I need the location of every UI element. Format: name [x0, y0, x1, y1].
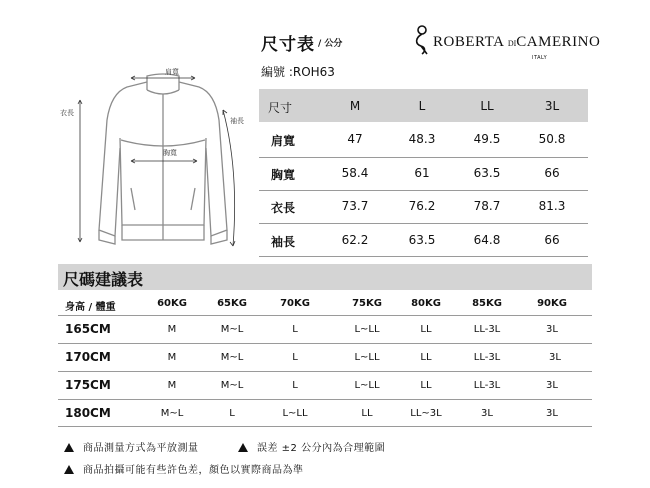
row-divider: [259, 223, 588, 224]
unit-label: / 公分: [318, 39, 343, 49]
size-cell: 3L: [546, 380, 558, 391]
brand-name: [433, 34, 600, 51]
size-cell: L: [292, 380, 298, 391]
row-divider: [58, 426, 592, 427]
size-cell: LL: [420, 352, 432, 363]
measurement-value: 78.7: [473, 199, 501, 213]
size-cell: M: [167, 324, 177, 335]
brand-logo-icon: [412, 24, 432, 56]
triangle-bullet-icon: [64, 443, 74, 452]
size-cell: L~LL: [354, 352, 380, 363]
measurement-col-m: M: [349, 99, 361, 113]
size-cell: 3L: [549, 352, 561, 363]
measurement-row-label: 肩寬: [271, 134, 296, 148]
model-number: 編號 :ROH63: [261, 65, 335, 79]
note-text: 誤差 ±2 公分內為合理範圍: [257, 443, 386, 454]
size-cell: 3L: [546, 324, 558, 335]
size-cell: LL-3L: [473, 352, 501, 363]
size-cell: L~LL: [354, 324, 380, 335]
size-cell: M: [167, 380, 177, 391]
note-measurement-method: [64, 439, 199, 454]
height-row-label: 180CM: [65, 406, 111, 420]
row-divider: [259, 256, 588, 257]
measurement-value: 58.4: [341, 166, 369, 180]
size-cell: M~L: [220, 352, 244, 363]
measurement-row-label: 衣長: [271, 201, 296, 215]
size-cell: LL-3L: [473, 324, 501, 335]
measurement-value: 66: [544, 166, 560, 180]
size-chart-title: 尺寸表: [261, 35, 315, 55]
row-divider: [259, 190, 588, 191]
size-cell: LL-3L: [473, 380, 501, 391]
size-advice-title: 尺碼建議表: [63, 270, 144, 289]
measurement-value: 81.3: [538, 199, 566, 213]
row-divider: [58, 371, 592, 372]
size-cell: LL: [420, 324, 432, 335]
triangle-bullet-icon: [238, 443, 248, 452]
measurement-col-3l: 3L: [544, 99, 560, 113]
weight-header: 70KG: [280, 298, 310, 309]
height-row-label: 170CM: [65, 350, 111, 364]
row-divider: [58, 343, 592, 344]
size-cell: L: [292, 324, 298, 335]
weight-header: 60KG: [157, 298, 187, 309]
size-cell: LL: [420, 380, 432, 391]
measurement-col-size: 尺寸: [268, 101, 293, 115]
note-text: 商品拍攝可能有些許色差，顏色以實際商品為準: [83, 465, 304, 476]
triangle-bullet-icon: [64, 465, 74, 474]
weight-header: 75KG: [352, 298, 382, 309]
weight-header: 80KG: [411, 298, 441, 309]
weight-header: 65KG: [217, 298, 247, 309]
measurement-value: 73.7: [341, 199, 369, 213]
note-tolerance: [238, 439, 385, 454]
height-weight-header: 身高 / 體重: [65, 302, 116, 313]
jacket-diagram: [55, 60, 255, 260]
measurement-value: 61: [414, 166, 430, 180]
size-cell: M~L: [220, 380, 244, 391]
measurement-value: 49.5: [473, 132, 501, 146]
measurement-value: 66: [544, 233, 560, 247]
brand-name-main: ROBERTA: [433, 34, 504, 50]
brand-name-di: DI: [507, 39, 517, 48]
row-divider: [259, 157, 588, 158]
weight-header: 85KG: [472, 298, 502, 309]
size-cell: M~L: [160, 408, 184, 419]
chest-dim-label: 胸寬: [163, 149, 177, 157]
size-cell: 3L: [481, 408, 493, 419]
measurement-col-ll: LL: [480, 99, 494, 113]
measurement-value: 48.3: [408, 132, 436, 146]
note-color-difference: [64, 461, 304, 476]
measurement-value: 50.8: [538, 132, 566, 146]
sleeve-dim-label: 袖長: [230, 117, 244, 125]
height-row-label: 175CM: [65, 378, 111, 392]
size-cell: M: [167, 352, 177, 363]
size-cell: L~LL: [354, 380, 380, 391]
size-cell: L: [229, 408, 235, 419]
measurement-value: 76.2: [408, 199, 436, 213]
measurement-row-label: 胸寬: [271, 168, 296, 182]
brand-name-end: CAMERINO: [516, 34, 601, 50]
measurement-row-label: 袖長: [271, 235, 296, 249]
size-cell: L~LL: [282, 408, 308, 419]
length-dim-label: 衣長: [60, 109, 74, 117]
size-cell: L: [292, 352, 298, 363]
height-row-label: 165CM: [65, 322, 111, 336]
size-cell: LL~3L: [410, 408, 442, 419]
note-text: 商品測量方式為平放測量: [83, 443, 199, 454]
shoulder-dim-label: 肩寬: [165, 68, 179, 76]
measurement-value: 47: [347, 132, 363, 146]
measurement-value: 62.2: [341, 233, 369, 247]
size-cell: 3L: [546, 408, 558, 419]
row-divider: [58, 315, 592, 316]
measurement-col-l: L: [418, 99, 426, 113]
size-cell: M~L: [220, 324, 244, 335]
measurement-value: 64.8: [473, 233, 501, 247]
row-divider: [58, 399, 592, 400]
size-cell: LL: [361, 408, 373, 419]
measurement-value: 63.5: [473, 166, 501, 180]
measurement-value: 63.5: [408, 233, 436, 247]
brand-country: ITALY: [532, 55, 548, 61]
weight-header: 90KG: [537, 298, 567, 309]
